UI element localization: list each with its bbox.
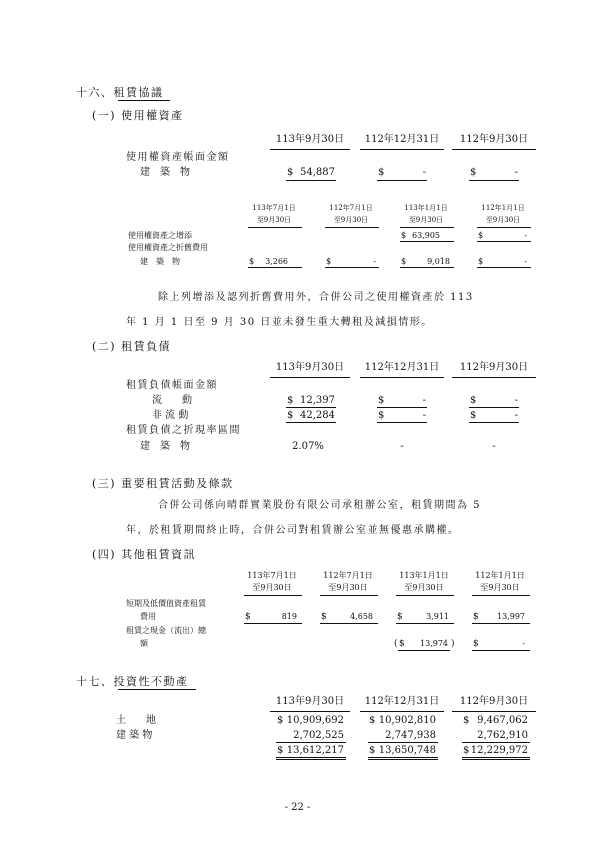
s1-depr-currency-3: $ — [401, 257, 407, 266]
s1-title: (一) 使用權資產 — [92, 109, 184, 122]
s1-note-line2: 年 1 月 1 日至 9 月 30 日並未發生重大轉租及減損情形。 — [126, 317, 433, 328]
s17-land-3: 9,467,062 — [477, 715, 528, 726]
s1-period-1a: 113年7月1日 — [252, 204, 296, 212]
s4-period-rule-4 — [472, 595, 530, 596]
s17-land-currency-2: $ — [369, 715, 376, 726]
s17-header-rule-3 — [452, 711, 536, 712]
s2-noncurrent-1: 42,284 — [300, 410, 335, 421]
s4-period-4b: 至9月30日 — [480, 583, 520, 592]
s1-period-1b: 至9月30日 — [256, 216, 292, 224]
s1-depr-currency-4: $ — [478, 257, 484, 266]
s1-depr-item: 建 築 物 — [140, 257, 180, 266]
s17-total-rule-3 — [462, 757, 530, 760]
s4-short-1: 819 — [281, 612, 297, 621]
s1-header-1: 113年9月30日 — [275, 134, 345, 145]
s17-total-rule-1 — [276, 757, 346, 760]
s4-short-rule-3 — [396, 623, 454, 624]
s2-current-rule-1 — [286, 407, 336, 408]
s4-period-2b: 至9月30日 — [328, 583, 368, 592]
s17-total-currency-3: $ — [463, 745, 470, 756]
section-16-title-underline — [118, 100, 170, 101]
s4-short-rule-1 — [244, 623, 302, 624]
section-17-title: 十七、投資性不動產 — [76, 675, 189, 688]
s2-noncurrent-rule-2 — [377, 422, 427, 423]
s1-period-rule-2 — [325, 227, 379, 228]
s4-period-3b: 至9月30日 — [404, 583, 444, 592]
s2-noncurrent-label: 非 流 動 — [152, 410, 189, 421]
s17-bldg-rule-3 — [462, 742, 530, 743]
s1-depr-currency-2: $ — [326, 257, 332, 266]
s4-period-1b: 至9月30日 — [252, 583, 292, 592]
s4-short-2: 4,658 — [350, 612, 373, 621]
s1-header-rule-2 — [360, 149, 444, 150]
s4-short-currency-4: $ — [473, 612, 479, 622]
s17-total-currency-2: $ — [369, 745, 376, 756]
s4-short-3: 3,911 — [426, 612, 449, 621]
s4-short-currency-2: $ — [321, 612, 327, 622]
s2-rate-2: - — [400, 441, 404, 452]
s2-header-rule-1 — [270, 377, 350, 378]
s2-current-label: 流 動 — [152, 395, 192, 406]
s1-depr-3: 9,018 — [427, 257, 450, 266]
s1-depr-2: - — [373, 257, 376, 266]
s1-period-rule-3 — [400, 227, 454, 228]
s1-period-rule-1 — [248, 227, 302, 228]
s1-depr-rule-3 — [400, 267, 454, 268]
s4-period-1a: 113年7月1日 — [247, 571, 297, 580]
s17-bldg-rule-1 — [276, 742, 346, 743]
s4-cash-open-paren: ( — [394, 639, 398, 649]
s2-current-rule-3 — [469, 407, 519, 408]
s1-additions-4: - — [524, 231, 527, 240]
s1-depr-label: 使用權資產之折舊費用 — [128, 243, 208, 252]
s1-value-rule-3 — [469, 180, 519, 181]
s4-cash-label2: 額 — [140, 639, 148, 648]
s2-noncurrent-rule-3 — [469, 422, 519, 423]
s1-additions-3: 63,905 — [412, 231, 440, 240]
s4-period-4a: 112年1月1日 — [475, 571, 525, 580]
s2-header-1: 113年9月30日 — [275, 362, 345, 373]
s1-add-currency-3: $ — [401, 231, 407, 240]
s4-period-3a: 113年1月1日 — [399, 571, 449, 580]
s17-bldg-rule-2 — [368, 742, 438, 743]
s17-land-currency-3: $ — [463, 715, 470, 726]
s1-depr-rule-2 — [325, 267, 379, 268]
s4-period-rule-1 — [244, 595, 302, 596]
s1-additions-rule-3 — [400, 241, 454, 242]
s2-rate-3: - — [492, 441, 496, 452]
s17-total-3: 12,229,972 — [470, 745, 528, 756]
s2-title: (二) 租賃負債 — [92, 340, 172, 353]
section-17-title-underline — [118, 689, 196, 690]
s1-header-3: 112年9月30日 — [459, 134, 529, 145]
s2-current-currency-1: $ — [287, 395, 294, 406]
s2-noncurrent-currency-2: $ — [378, 410, 385, 421]
s2-rate-label: 租賃負債之折現率區間 — [126, 425, 241, 436]
s2-rate-item: 建 築 物 — [140, 441, 190, 452]
s2-current-currency-3: $ — [470, 395, 477, 406]
s1-item: 建 築 物 — [140, 167, 190, 178]
s4-short-label1: 短期及低價值資產租賃 — [126, 599, 206, 608]
s17-land-2: 10,902,810 — [378, 715, 436, 726]
s1-depr-1: 3,266 — [265, 257, 288, 266]
s1-period-3a: 113年1月1日 — [404, 204, 448, 212]
s2-current-currency-2: $ — [378, 395, 385, 406]
s1-value-2: - — [422, 167, 426, 178]
s2-noncurrent-3: - — [514, 410, 518, 421]
s17-header-3: 112年9月30日 — [459, 696, 529, 707]
s1-period-2b: 至9月30日 — [333, 216, 369, 224]
s17-header-rule-1 — [270, 711, 350, 712]
s4-cash-rule-3 — [398, 650, 450, 651]
s2-header-rule-2 — [360, 377, 444, 378]
s4-period-2a: 112年7月1日 — [323, 571, 373, 580]
s2-header-rule-3 — [452, 377, 536, 378]
s4-cash-currency-4: $ — [473, 639, 479, 649]
s1-depr-4: - — [524, 257, 527, 266]
s4-title: (四) 其他租賃資訊 — [92, 548, 197, 561]
s1-depr-currency-1: $ — [249, 257, 255, 266]
s1-currency-1: $ — [287, 167, 294, 178]
s1-currency-3: $ — [470, 167, 477, 178]
s1-note-line1: 除上列增添及認列折舊費用外，合併公司之使用權資產於 113 — [158, 292, 474, 303]
s3-line2: 年，於租賃期間終止時，合併公司對租賃辦公室並無優惠承購權。 — [126, 525, 460, 536]
s1-header-rule-1 — [270, 149, 350, 150]
s1-period-4b: 至9月30日 — [485, 216, 521, 224]
s2-noncurrent-currency-1: $ — [287, 410, 294, 421]
s3-title: (三) 重要租賃活動及條款 — [92, 477, 234, 490]
s17-header-1: 113年9月30日 — [275, 696, 345, 707]
s1-add-currency-4: $ — [478, 231, 484, 240]
s1-period-4a: 112年1月1日 — [481, 204, 525, 212]
s2-current-1: 12,397 — [300, 395, 335, 406]
s17-bldg-3: 2,762,910 — [477, 730, 528, 741]
s1-value-rule-2 — [377, 180, 427, 181]
s1-header-2: 112年12月31日 — [364, 134, 440, 145]
s17-bldg-2: 2,747,938 — [385, 730, 436, 741]
s1-value-rule-1 — [286, 180, 336, 181]
s1-depr-rule-1 — [248, 267, 302, 268]
s17-land-currency-1: $ — [277, 715, 284, 726]
s17-land-label: 土 地 — [116, 715, 156, 726]
s1-additions-label: 使用權資產之增添 — [128, 231, 192, 240]
s4-cash-close-paren: ) — [451, 639, 455, 649]
s2-current-3: - — [514, 395, 518, 406]
s2-rate-1: 2.07% — [292, 441, 324, 452]
s1-additions-rule-4 — [477, 241, 531, 242]
s1-header-rule-3 — [452, 149, 536, 150]
s2-noncurrent-rule-1 — [286, 422, 336, 423]
s4-short-currency-1: $ — [245, 612, 251, 622]
s4-period-rule-2 — [320, 595, 378, 596]
s1-value-1: 54,887 — [300, 167, 335, 178]
s4-short-rule-2 — [320, 623, 378, 624]
s2-row-label: 租賃負債帳面金額 — [126, 380, 218, 391]
s4-short-currency-3: $ — [397, 612, 403, 622]
s2-header-2: 112年12月31日 — [364, 362, 440, 373]
s17-total-currency-1: $ — [277, 745, 284, 756]
s4-cash-3: 13,974 — [420, 639, 448, 648]
s4-short-4: 13,997 — [497, 612, 525, 621]
s17-header-2: 112年12月31日 — [364, 696, 440, 707]
s17-land-1: 10,909,692 — [286, 715, 344, 726]
s17-bldg-1: 2,702,525 — [293, 730, 344, 741]
s17-bldg-label: 建 築 物 — [116, 730, 153, 741]
s4-short-label2: 費用 — [140, 612, 156, 621]
s17-header-rule-2 — [360, 711, 444, 712]
s4-period-rule-3 — [396, 595, 454, 596]
s4-cash-rule-4 — [472, 650, 530, 651]
s2-noncurrent-2: - — [422, 410, 426, 421]
s4-cash-label1: 租賃之現金（流出）總 — [126, 626, 206, 635]
s17-total-2: 13,650,748 — [378, 745, 436, 756]
s17-total-1: 13,612,217 — [286, 745, 344, 756]
s2-current-2: - — [422, 395, 426, 406]
s1-period-rule-4 — [477, 227, 531, 228]
s1-period-3b: 至9月30日 — [408, 216, 444, 224]
s2-noncurrent-currency-3: $ — [470, 410, 477, 421]
s17-total-rule-2 — [368, 757, 438, 760]
s4-cash-currency-3: $ — [399, 639, 405, 649]
s2-current-rule-2 — [377, 407, 427, 408]
page-number: - 22 - — [284, 802, 311, 813]
s1-row-label: 使用權資產帳面金額 — [126, 152, 230, 163]
section-16-title: 十六、租賃協議 — [76, 86, 164, 99]
s4-cash-4: - — [522, 639, 525, 648]
s1-depr-rule-4 — [477, 267, 531, 268]
s2-header-3: 112年9月30日 — [459, 362, 529, 373]
s1-currency-2: $ — [378, 167, 385, 178]
s1-value-3: - — [514, 167, 518, 178]
s3-line1: 合併公司係向晴群實業股份有限公司承租辦公室，租賃期間為 5 — [158, 500, 482, 511]
s4-short-rule-4 — [472, 623, 530, 624]
s1-period-2a: 112年7月1日 — [329, 204, 373, 212]
